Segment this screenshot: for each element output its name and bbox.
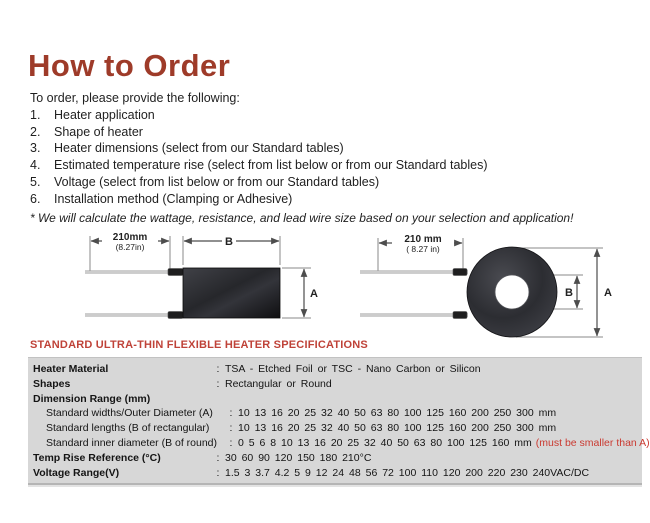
spec-row-separator: : bbox=[216, 466, 220, 479]
round-lead-length-mm: 210 mm bbox=[404, 234, 442, 245]
page-title: How to Order bbox=[28, 48, 231, 83]
list-item bbox=[30, 174, 630, 191]
spec-row-value: 30 60 90 120 150 180 210°C bbox=[225, 451, 372, 464]
rectangular-heater-body bbox=[183, 268, 280, 318]
round-heater-diagram bbox=[356, 226, 648, 344]
list-item bbox=[30, 191, 630, 208]
spec-row-heater-material bbox=[28, 362, 642, 377]
list-item bbox=[30, 124, 630, 141]
list-item-text: Voltage (select from list below or from our Standard tables) bbox=[54, 174, 380, 189]
intro-line: To order, please provide the following: bbox=[30, 91, 240, 105]
rect-lead-length-in: (8.27in) bbox=[115, 242, 145, 252]
list-item-number: 3. bbox=[30, 141, 41, 156]
round-inner-diameter-label: B bbox=[565, 287, 573, 299]
spec-row-temp-rise bbox=[28, 451, 642, 466]
spec-row-label: Dimension Range (mm) bbox=[33, 392, 151, 405]
spec-row-value: 10 13 16 20 25 32 40 50 63 80 100 125 160 200 250 300 mm bbox=[238, 422, 557, 435]
spec-row-label: Heater Material bbox=[33, 363, 109, 375]
spec-row-label: Standard lengths (B of rectangular) bbox=[46, 422, 210, 435]
spec-table-heading: STANDARD ULTRA-THIN FLEXIBLE HEATER SPECIFICATIONS bbox=[30, 339, 368, 351]
spec-row-value-numbers: 0 5 6 8 10 13 16 20 25 32 40 50 63 80 100 125 160 mm bbox=[238, 436, 532, 449]
spec-row-separator: : bbox=[216, 363, 220, 375]
spec-row-value bbox=[238, 436, 650, 451]
list-item-number: 4. bbox=[30, 158, 41, 173]
order-instructions bbox=[30, 90, 630, 226]
spec-row-standard-widths bbox=[28, 406, 642, 421]
list-item-text: Heater application bbox=[54, 107, 155, 122]
spec-row-label: Shapes bbox=[33, 377, 71, 390]
rect-width-dimension-label: B bbox=[225, 236, 233, 248]
round-lead-length-in: ( 8.27 in) bbox=[406, 244, 440, 254]
rectangular-heater-diagram bbox=[58, 227, 328, 342]
spec-row-voltage-range bbox=[28, 466, 642, 481]
rect-lead-length-mm: 210mm bbox=[112, 232, 148, 243]
spec-row-separator: : bbox=[229, 407, 233, 420]
spec-row-dimension-range bbox=[28, 392, 642, 407]
list-item bbox=[30, 107, 630, 124]
list-item-number: 1. bbox=[30, 107, 41, 122]
lead-wires bbox=[360, 269, 468, 319]
list-item-number: 6. bbox=[30, 191, 41, 206]
spec-table bbox=[28, 357, 650, 485]
spec-row-label: Temp Rise Reference (°C) bbox=[33, 451, 161, 464]
spec-row-warning: (must be smaller than A) bbox=[535, 436, 650, 449]
calculation-note: * We will calculate the wattage, resistance, and lead wire size based on your selection and application! bbox=[30, 210, 574, 225]
list-item-text: Estimated temperature rise (select from list below or from our Standard tables) bbox=[54, 158, 488, 173]
round-heater-inner-hole bbox=[495, 275, 529, 309]
list-item bbox=[30, 140, 630, 157]
spec-row-label: Standard inner diameter (B of round) bbox=[46, 436, 218, 449]
spec-row-separator: : bbox=[229, 436, 233, 449]
list-item bbox=[30, 157, 630, 174]
spec-row-value: Rectangular or Round bbox=[225, 377, 332, 390]
list-item-text: Shape of heater bbox=[54, 124, 143, 139]
list-item-number: 5. bbox=[30, 174, 41, 189]
list-item-text: Installation method (Clamping or Adhesive) bbox=[54, 191, 293, 206]
spec-row-label: Voltage Range(V) bbox=[33, 466, 120, 479]
spec-row-separator: : bbox=[229, 422, 233, 435]
rect-height-dimension-label: A bbox=[310, 288, 318, 300]
spec-row-value: 1.5 3 3.7 4.2 5 9 12 24 48 56 72 100 110 120 200 220 230 240VAC/DC bbox=[225, 466, 590, 479]
spec-row-shapes bbox=[28, 377, 642, 392]
spec-row-value: 10 13 16 20 25 32 40 50 63 80 100 125 160 200 250 300 mm bbox=[238, 407, 557, 420]
spec-row-value: TSA - Etched Foil or TSC - Nano Carbon or Silicon bbox=[225, 363, 481, 375]
round-outer-diameter-label: A bbox=[604, 287, 612, 299]
spec-row-separator: : bbox=[216, 451, 220, 464]
list-item-text: Heater dimensions (select from our Standard tables) bbox=[54, 141, 344, 156]
spec-row-standard-inner-diameter bbox=[28, 436, 650, 451]
spec-row-label: Standard widths/Outer Diameter (A) bbox=[46, 407, 213, 420]
list-item-number: 2. bbox=[30, 124, 41, 139]
spec-row-standard-lengths bbox=[28, 421, 642, 436]
spec-row-separator: : bbox=[216, 377, 220, 390]
lead-wires bbox=[85, 269, 183, 319]
